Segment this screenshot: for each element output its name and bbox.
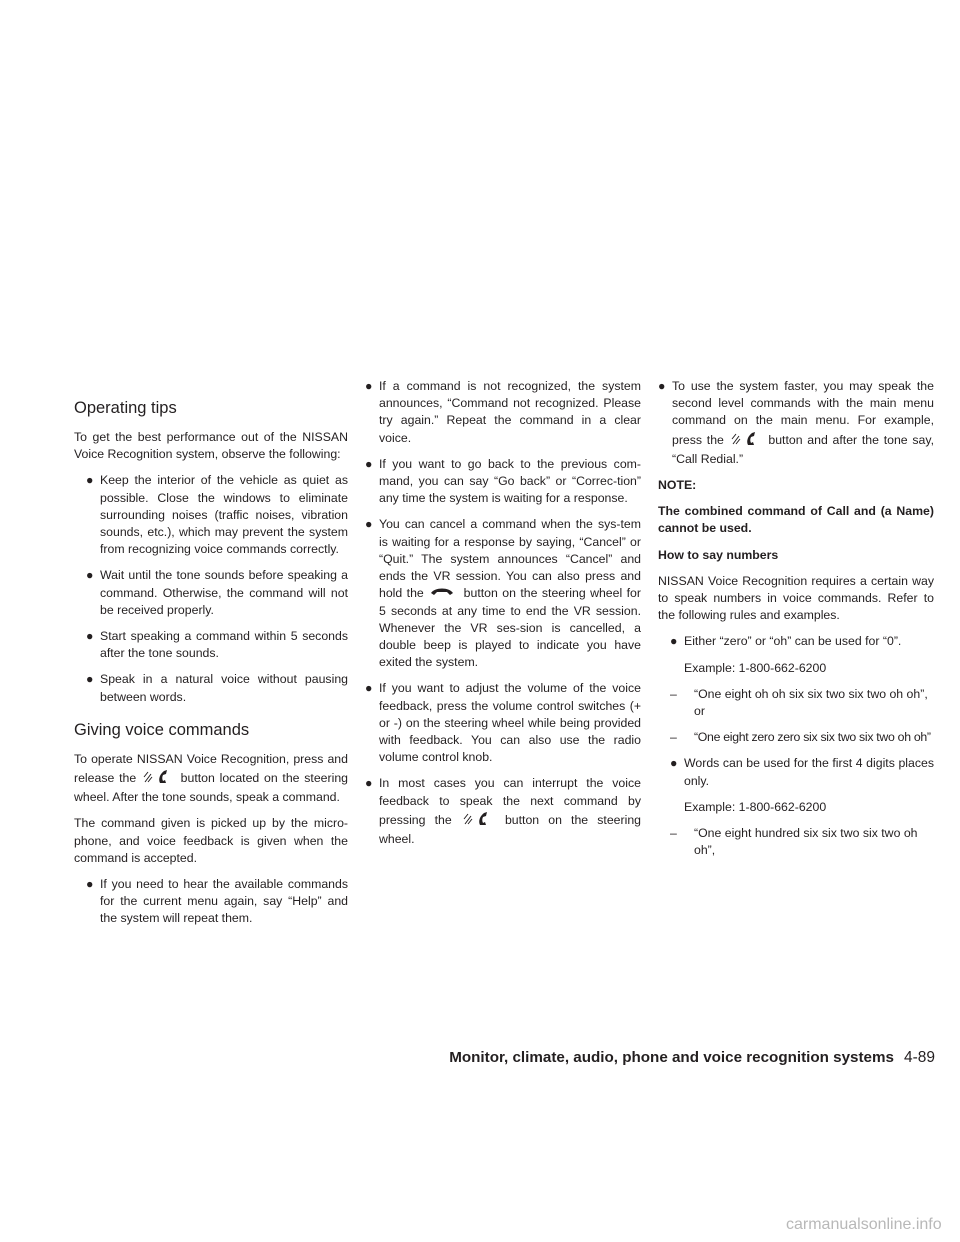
bullet-icon: ● [86, 568, 94, 583]
operating-tips-heading: Operating tips [74, 399, 177, 417]
bullet-icon: ● [670, 634, 678, 649]
page-footer [441, 1049, 935, 1067]
tip-item: ● Start speaking a command within 5 seconds after the tone sounds. [86, 629, 348, 661]
page-number: 4-89 [903, 1049, 935, 1066]
note-text: The combined command of Call and (a Name) cannot be used. [658, 504, 934, 536]
bullet-icon: ● [365, 379, 373, 393]
tip-item: ● Keep the interior of the vehicle as quiet as possible. Close the windows to eliminate surrounding noises (traffic noises, vibration sounds, etc.), which may prevent the system from recognizing voice commands correctly. [86, 473, 348, 557]
list-item: ● You can cancel a command when the sys-tem is waiting for a response by saying, “Cancel” or “Quit.” The system announces “Cancel” and ends the VR session. You can also press and hold the button on the steering wheel for 5 seconds at any time to end the VR session. Whenever the VR ses-sion is cancelled, a double beep is played to indicate you have exited the system. [365, 517, 641, 670]
operate-paragraph: To operate NISSAN Voice Recognition, press and release the button located on the steering wheel. After the tone sounds, speak a command. [74, 751, 349, 805]
command-paragraph: The command given is picked up by the micro-phone, and voice feedback is given when the command is accepted. [74, 816, 348, 865]
example-text: Example: 1-800-662-6200 [684, 660, 827, 675]
section-title: Monitor, climate, audio, phone and voice recognition systems [449, 1049, 894, 1066]
list-item: ● If you want to go back to the previous com-mand, you can say “Go back” or “Correc-tion” any time the system is waiting for a response. [365, 456, 641, 506]
bullet-icon: ● [86, 672, 94, 687]
dash-item: – “One eight hundred six six two six two oh oh”, [670, 826, 918, 858]
dash-item: – “One eight oh oh six six two six two oh oh”, or [670, 686, 928, 719]
tip-item: ● Wait until the tone sounds before speaking a command. Otherwise, the command will not be received properly. [86, 568, 348, 617]
bullet-icon: ● [670, 756, 678, 771]
bullet-icon: ● [658, 379, 666, 393]
talk-button-icon [730, 430, 760, 451]
intro-paragraph: To get the best performance out of the NISSAN Voice Recognition system, observe the following: [74, 430, 348, 462]
middle-column [365, 378, 641, 857]
phone-end-button-icon [429, 585, 455, 602]
list-item: ● If a command is not recognized, the system announces, “Command not recognized. Please try again.” Repeat the command in a clear voice. [365, 379, 641, 445]
tip-item: ● Speak in a natural voice without pausing between words. [86, 672, 348, 704]
list-item: ● Words can be used for the first 4 digits places only. [670, 756, 934, 788]
list-item: ● If you want to adjust the volume of the voice feedback, press the volume control switches (+ or -) on the steering wheel while being provided with feedback. You can also use the radio volume control knob. [365, 681, 641, 765]
example-text: Example: 1-800-662-6200 [684, 799, 827, 814]
watermark: carmanualsonline.info [786, 1216, 942, 1233]
bullet-icon: ● [365, 456, 373, 471]
list-item: ● To use the system faster, you may speak the second level commands with the main menu command on the main menu. For example, press the button and after the tone say, “Call Redial.” [658, 379, 934, 466]
help-item: ● If you need to hear the available commands for the current menu again, say “Help” and the system will repeat them. [86, 877, 348, 926]
list-item: ● Either “zero” or “oh” can be used for “0”. [658, 633, 934, 650]
numbers-heading: How to say numbers [658, 547, 779, 562]
bullet-icon: ● [86, 629, 94, 644]
bullet-icon: ● [365, 776, 373, 791]
right-column [658, 378, 934, 868]
bullet-icon: ● [365, 681, 373, 696]
dash-item: – “One eight zero zero six six two six two oh oh” [670, 730, 931, 745]
bullet-icon: ● [86, 473, 94, 488]
talk-button-icon [462, 810, 492, 831]
talk-button-icon [142, 768, 172, 789]
bullet-icon: ● [86, 877, 94, 892]
left-column [74, 398, 348, 937]
giving-voice-commands-heading: Giving voice commands [74, 720, 250, 739]
note-label: NOTE: [658, 478, 697, 493]
bullet-icon: ● [365, 517, 373, 532]
numbers-paragraph: NISSAN Voice Recognition requires a certain way to speak numbers in voice commands. Refer to the following rules and examples. [658, 573, 934, 623]
list-item: ● In most cases you can interrupt the voice feedback to speak the next command by pressing the button on the steering wheel. [365, 776, 642, 847]
